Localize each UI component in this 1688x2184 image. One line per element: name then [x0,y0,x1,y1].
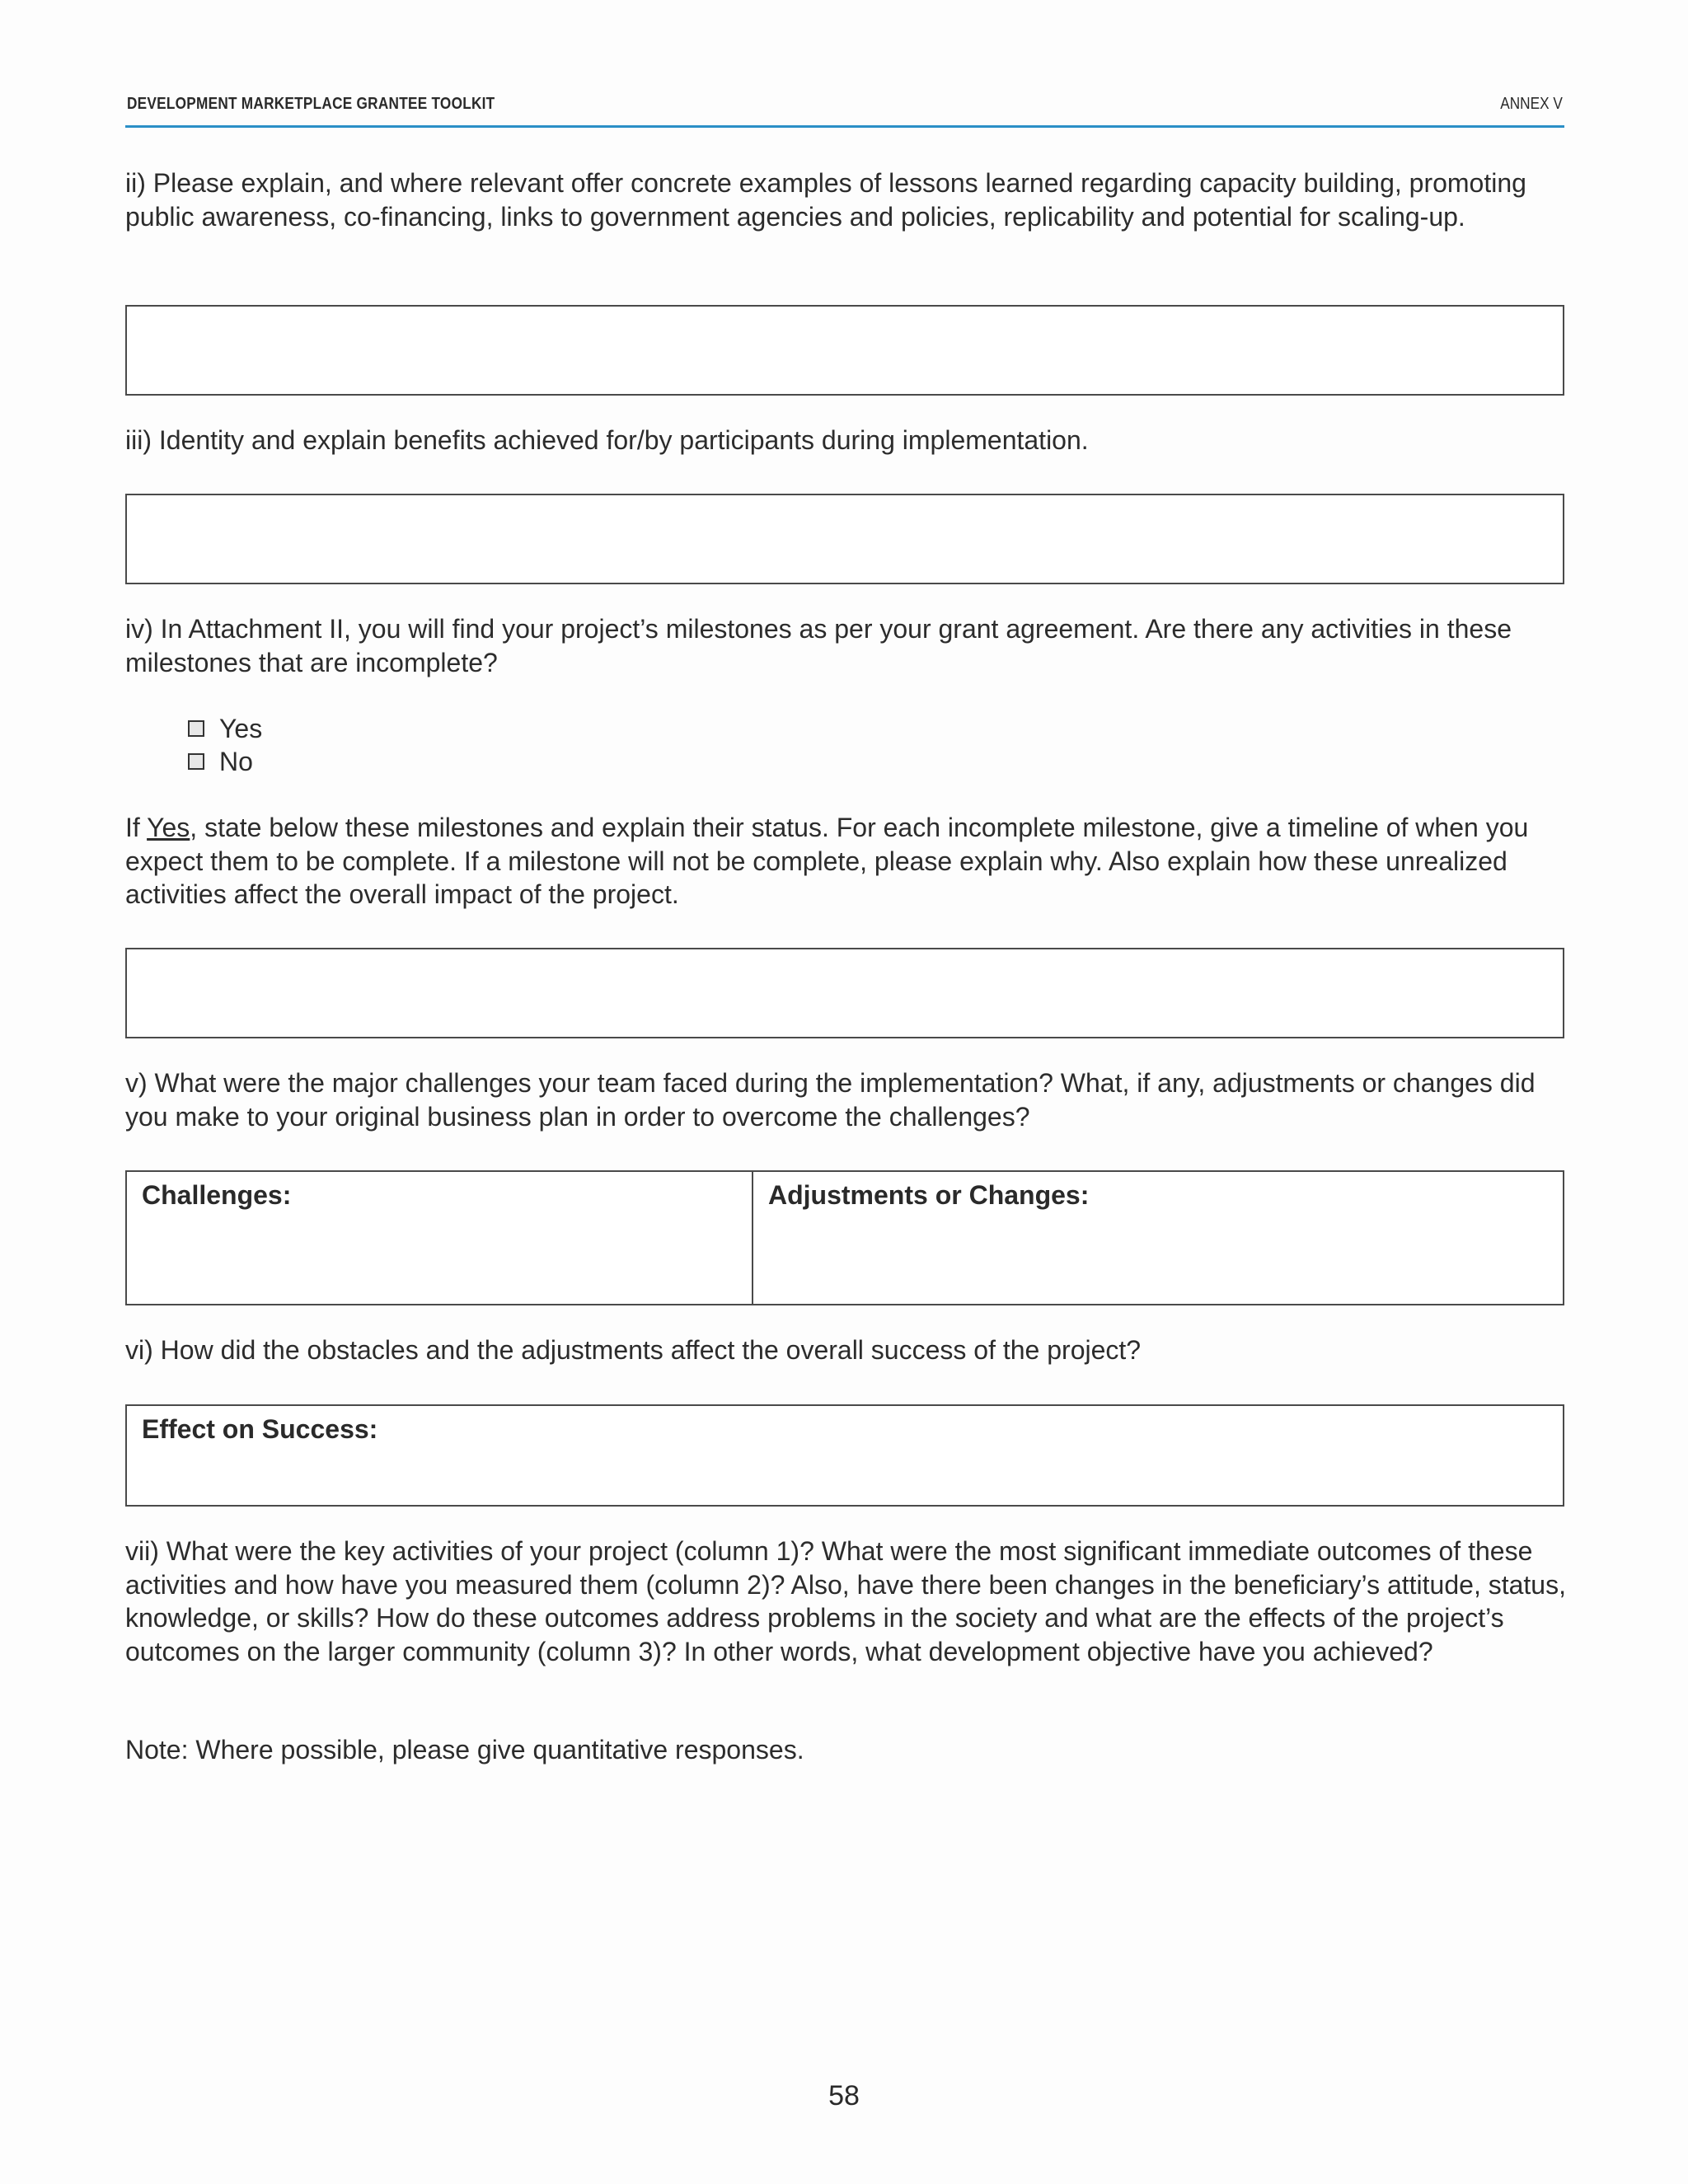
incomplete-milestones-options [188,712,262,778]
question-2-answer-field[interactable] [125,305,1564,396]
followup-yes: Yes [147,813,190,842]
question-3-answer-field[interactable] [125,494,1564,584]
adjustments-header: Adjustments or Changes: [768,1180,1090,1210]
adjustments-cell[interactable] [753,1172,1563,1304]
challenges-table [125,1170,1564,1305]
option-yes[interactable] [188,712,262,745]
followup-prefix: If [125,813,148,842]
effect-on-success-field[interactable] [125,1404,1564,1507]
question-4-answer-field[interactable] [125,948,1564,1038]
yes-label: Yes [219,713,263,743]
question-4-followup-text [125,811,1566,912]
question-7-text: vii) What were the key activities of your project (column 1)? What were the most significant immediate outcomes of these activities and how have you measured them (column 2)? Also, have there been changes in the beneficiary’s attitude, status, knowledge, or skills? How do these outcomes address problems in the society and what are the effects of the project’s outcomes on the larger community (column 3)? In other words, what development objective have you achieved? [125,1536,1566,1666]
followup-rest: , state below these milestones and explain their status. For each incomplete milestone, give a timeline of when you expect them to be complete. If a milestone will not be complete, please explain why. Also explain how these unrealized activities affect the overall impact of the project. [125,813,1529,909]
challenges-cell[interactable] [127,1172,753,1304]
challenges-header: Challenges: [142,1180,292,1210]
question-6-text: vi) How did the obstacles and the adjustments affect the overall success of the project? [125,1335,1142,1365]
question-5-text: v) What were the major challenges your team faced during the implementation? What, if any, adjustments or changes did you make to your original business plan in order to overcome the challenges? [125,1068,1536,1132]
page-header [125,92,1564,128]
no-label: No [219,746,253,776]
note-text: Note: Where possible, please give quantitative responses. [125,1735,804,1765]
page-number: 58 [828,2080,860,2111]
document-title: DEVELOPMENT MARKETPLACE GRANTEE TOOLKIT [127,95,495,113]
option-no[interactable] [188,745,262,778]
question-3-text: iii) Identity and explain benefits achieved for/by participants during implementation. [125,425,1089,455]
annex-label: ANNEX V [1500,95,1563,113]
question-4-text: iv) In Attachment II, you will find your project’s milestones as per your grant agreement. Are there any activities in these milestones that are incomplete? [125,614,1512,677]
question-2-text: ii) Please explain, and where relevant offer concrete examples of lessons learned regarding capacity building, promoting public awareness, co-financing, links to government agencies and policies, replicability and potential for scaling-up. [125,168,1526,232]
effect-on-success-header: Effect on Success: [142,1414,378,1444]
no-checkbox[interactable] [188,753,204,770]
yes-checkbox[interactable] [188,720,204,737]
